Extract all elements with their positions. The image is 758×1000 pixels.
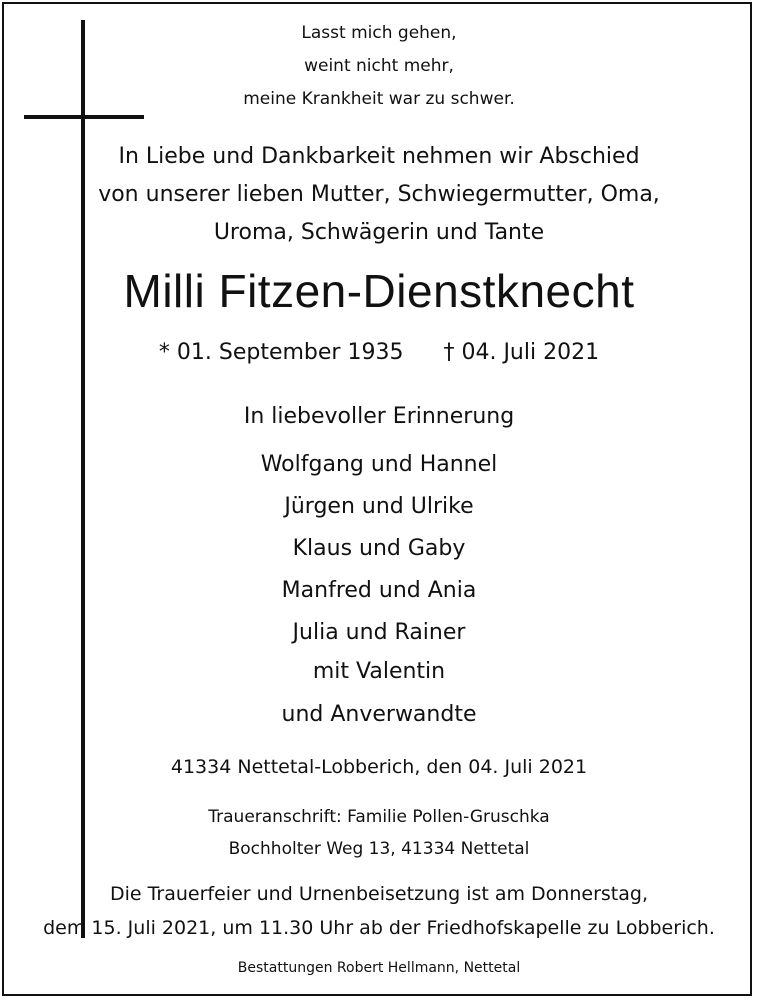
ceremony-line-2: dem 15. Juli 2021, um 11.30 Uhr ab der Friedhofskapelle zu Lobberich.	[43, 917, 715, 939]
family-line-5: Julia und Rainer	[292, 620, 466, 645]
poem-line-1: Lasst mich gehen,	[301, 23, 457, 43]
family-line-2: Jürgen und Ulrike	[284, 494, 474, 519]
family-line-4: Manfred und Ania	[281, 578, 477, 603]
deceased-name: Milli Fitzen-Dienstknecht	[123, 265, 635, 317]
family-line-7: und Anverwandte	[281, 702, 477, 727]
family-line-1: Wolfgang und Hannel	[260, 452, 498, 477]
intro-line-3: Uroma, Schwägerin und Tante	[213, 220, 545, 245]
intro-line-1: In Liebe und Dankbarkeit nehmen wir Abschied	[118, 144, 640, 169]
poem-line-3: meine Krankheit war zu schwer.	[243, 89, 515, 109]
memory-line: In liebevoller Erinnerung	[243, 404, 515, 429]
family-line-3: Klaus und Gaby	[292, 536, 466, 561]
birth-date: * 01. September 1935	[158, 340, 404, 365]
address-line-1: Traueranschrift: Familie Pollen-Gruschka	[208, 807, 550, 827]
family-line-6: mit Valentin	[312, 659, 446, 684]
undertaker: Bestattungen Robert Hellmann, Nettetal	[237, 960, 521, 976]
ceremony-line-1: Die Trauerfeier und Urnenbeisetzung ist am Donnerstag,	[109, 883, 648, 905]
life-dates	[0, 340, 758, 365]
address-line-2: Bochholter Weg 13, 41334 Nettetal	[228, 839, 530, 859]
death-date: † 04. Juli 2021	[443, 340, 600, 365]
place-date: 41334 Nettetal-Lobberich, den 04. Juli 2021	[170, 756, 588, 778]
poem-line-2: weint nicht mehr,	[304, 56, 454, 76]
intro-line-2: von unserer lieben Mutter, Schwiegermutter, Oma,	[98, 182, 660, 207]
